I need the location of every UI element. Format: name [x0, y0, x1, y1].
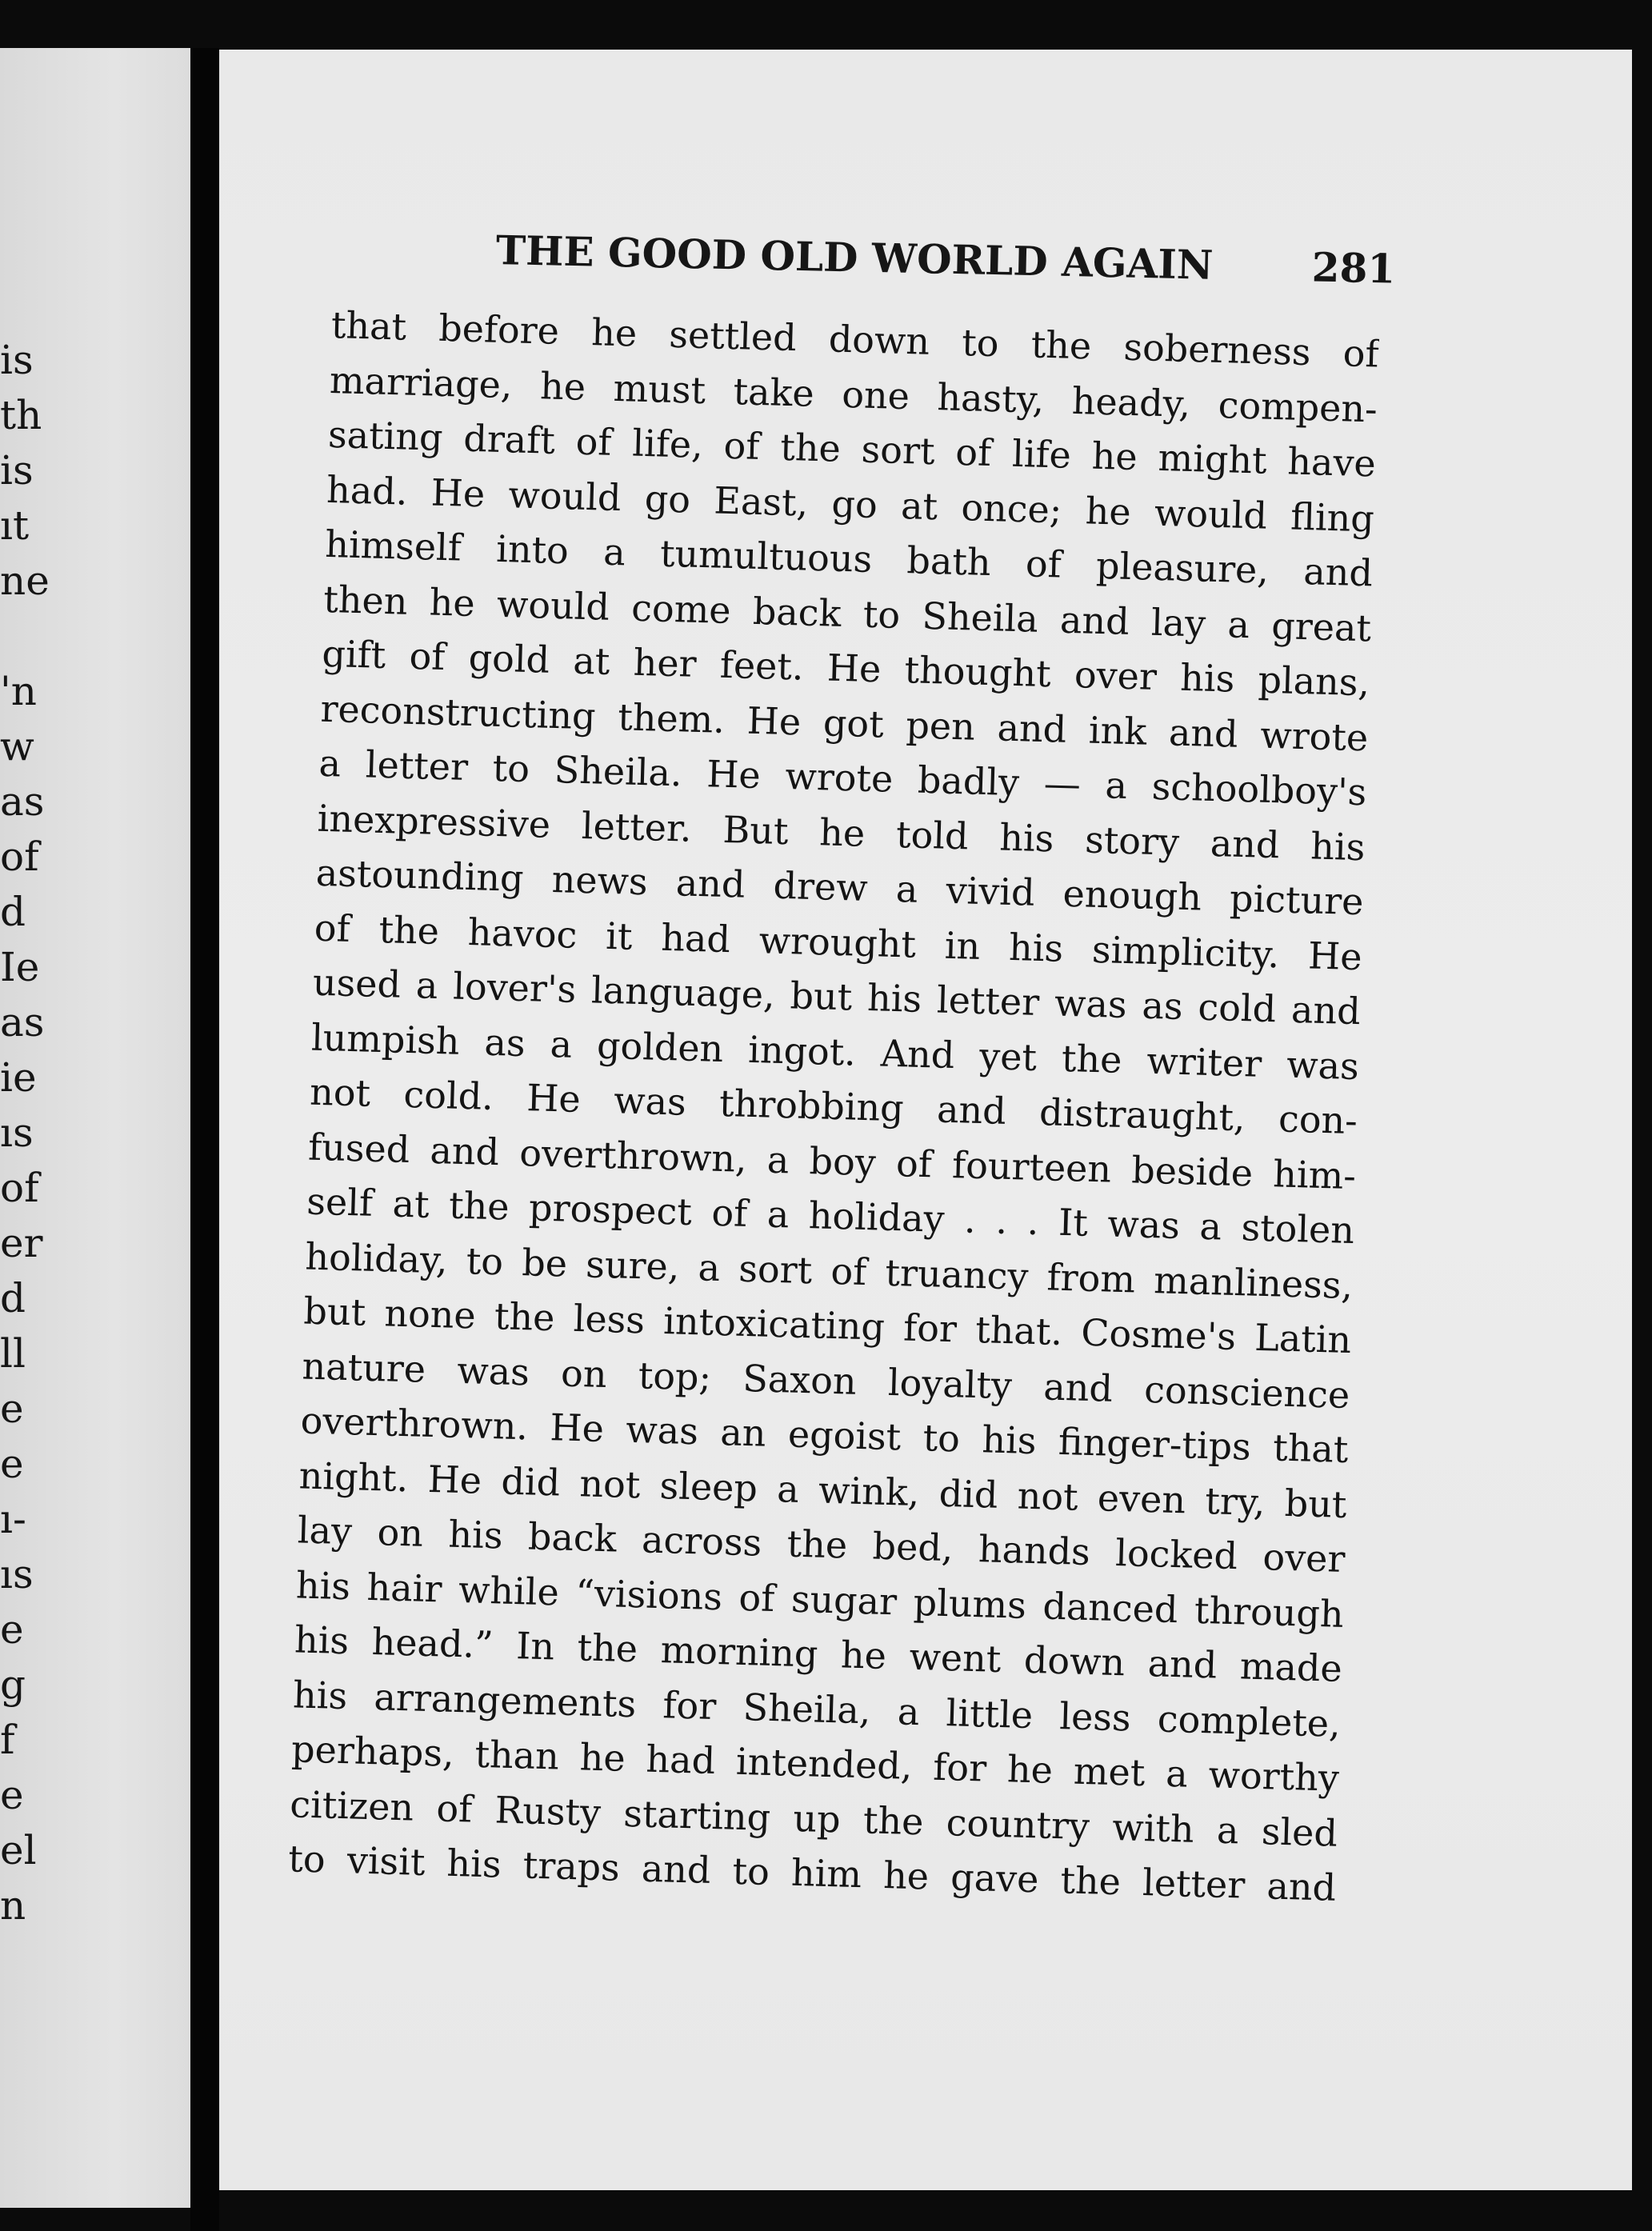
- left-page-fragment: n: [0, 1882, 26, 1929]
- page-number: 281: [1311, 243, 1396, 293]
- body-line: sating draft of life, of the sort of life he might have: [327, 412, 1377, 486]
- left-page-fragment: w: [0, 723, 34, 770]
- left-page-fragment: el: [0, 1827, 37, 1873]
- body-line: used a lover's language, but his letter was as cold and: [312, 960, 1362, 1034]
- left-page-fragment: e: [0, 1385, 24, 1432]
- body-line: but none the less intoxicating for that. Cosme's Latin: [302, 1289, 1352, 1362]
- left-page-line-fragments: [0, 333, 88, 1933]
- body-line: citizen of Rusty starting up the country with a sled: [289, 1781, 1338, 1855]
- body-line: then he would come back to Sheila and lay a great: [322, 577, 1372, 650]
- body-line: overthrown. He was an egoist to his finger-tips that: [300, 1398, 1350, 1472]
- body-line: holiday, to be sure, a sort of truancy from manliness,: [304, 1234, 1354, 1307]
- left-page-fragment: ll: [0, 1330, 26, 1377]
- left-page-fragment: 'n: [0, 668, 37, 714]
- left-page: [0, 48, 190, 2208]
- left-page-fragment: d: [0, 1275, 26, 1321]
- left-page-fragment: ıt: [0, 502, 30, 549]
- body-line: a letter to Sheila. He wrote badly — a schoolboy's: [318, 741, 1367, 814]
- left-page-fragment: d: [0, 889, 26, 935]
- body-line: had. He would go East, go at once; he would fling: [326, 467, 1375, 540]
- body-line: reconstructing them. He got pen and ink and wrote: [319, 686, 1369, 759]
- left-page-fragment: of: [0, 1165, 39, 1211]
- body-line: lay on his back across the bed, hands locked over: [297, 1508, 1346, 1581]
- left-page-fragment: g: [0, 1661, 26, 1708]
- body-line: self at the prospect of a holiday . . . It was a stolen: [306, 1179, 1355, 1253]
- body-line: lumpish as a golden ingot. And yet the writer was: [310, 1015, 1360, 1088]
- body-line: of the havoc it had wrought in his simplicity. He: [314, 906, 1363, 978]
- body-line: not cold. He was throbbing and distraught, con-: [309, 1070, 1358, 1143]
- body-line: his head.” In the morning he went down and made: [294, 1617, 1343, 1690]
- body-line: himself into a tumultuous bath of pleasure, and: [324, 522, 1374, 595]
- left-page-fragment: th: [0, 392, 42, 438]
- body-line: fused and overthrown, a boy of fourteen beside him-: [307, 1125, 1357, 1197]
- left-page-fragment: e: [0, 1441, 24, 1487]
- body-line: his hair while “visions of sugar plums danced through: [295, 1562, 1345, 1636]
- left-page-fragment: of: [0, 834, 39, 880]
- body-line: gift of gold at her feet. He thought over his plans,: [321, 631, 1370, 705]
- left-page-fragment: is: [0, 447, 34, 494]
- left-page-fragment: as: [0, 778, 45, 825]
- left-page-fragment: ıs: [0, 1110, 34, 1156]
- left-page-fragment: er: [0, 1220, 43, 1266]
- running-head-title: THE GOOD OLD WORLD AGAIN: [495, 226, 1214, 289]
- left-page-fragment: e: [0, 1606, 24, 1653]
- left-page-fragment: ne: [0, 558, 50, 604]
- left-page-fragment: ıs: [0, 1551, 34, 1597]
- body-line: his arrangements for Sheila, a little less complete,: [292, 1672, 1342, 1745]
- left-page-fragment: Ie: [0, 944, 40, 990]
- left-page-fragment: e: [0, 1772, 24, 1818]
- body-line: nature was on top; Saxon loyalty and conscience: [301, 1343, 1350, 1417]
- left-page-fragment: [0, 609, 88, 664]
- book-gutter: [190, 48, 219, 2231]
- left-page-fragment: is: [0, 337, 34, 383]
- left-page-fragment: ie: [0, 1054, 37, 1101]
- left-page-fragment: as: [0, 999, 45, 1046]
- body-line: astounding news and drew a vivid enough picture: [315, 850, 1365, 924]
- body-line: inexpressive letter. But he told his story and his: [317, 796, 1366, 869]
- body-text: [288, 298, 1380, 1915]
- body-line: that before he settled down to the soberness of: [330, 302, 1380, 376]
- left-page-fragment: f: [0, 1717, 15, 1763]
- body-line: night. He did not sleep a wink, did not even try, but: [298, 1453, 1348, 1526]
- body-line: perhaps, than he had intended, for he met a worthy: [290, 1727, 1340, 1800]
- left-page-fragment: ı-: [0, 1496, 26, 1542]
- body-line: marriage, he must take one hasty, heady, compen-: [329, 358, 1378, 431]
- body-line: to visit his traps and to him he gave the letter and: [287, 1837, 1337, 1909]
